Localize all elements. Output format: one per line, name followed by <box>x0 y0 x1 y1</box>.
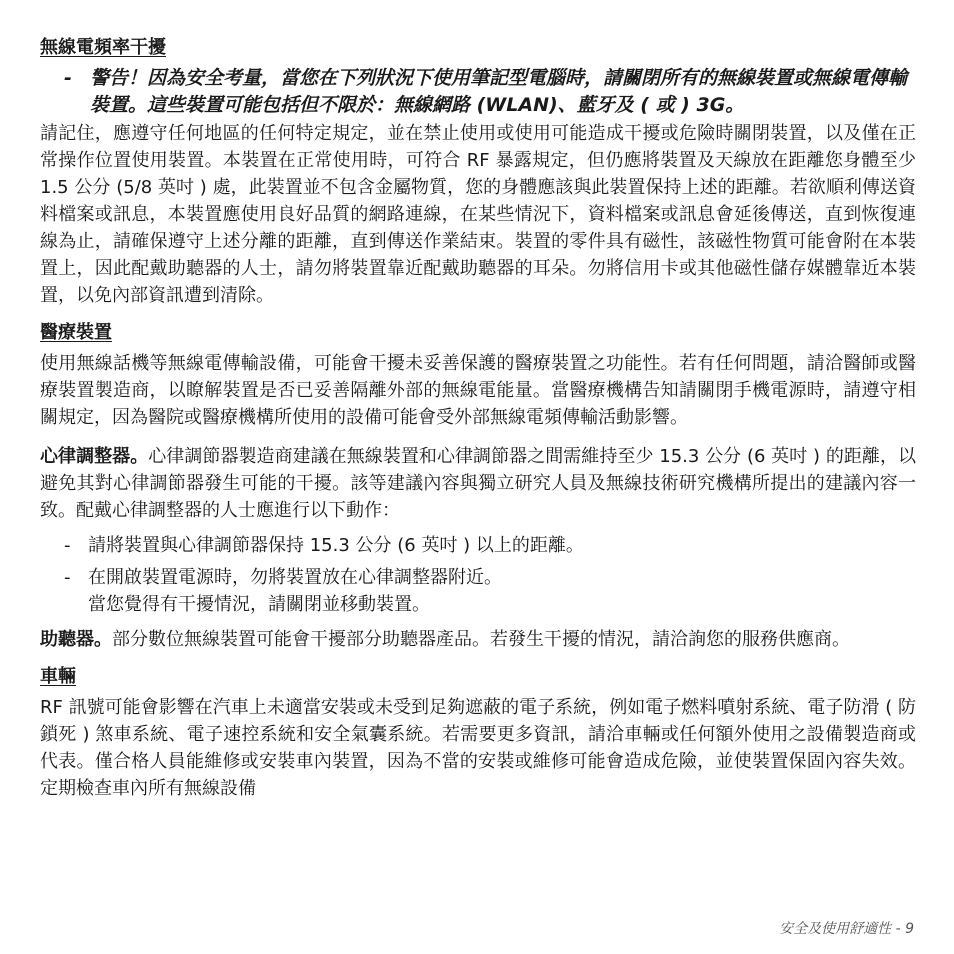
vehicles-paragraph: RF 訊號可能會影響在汽車上未適當安裝或未受到足夠遮蔽的電子系統，例如電子燃料噴射系統、電子防滑 ( 防鎖死 ) 煞車系統、電子速控系統和安全氣囊系統。若需要更多資訊，請洽車輛或任何額外使用之設備製造商或代表。僅合格人員能維修或安裝車內裝置，因為不當的安裝或維修可能會造成危險，並使裝置保固內容失效。定期檢查車內所有無線設備 <box>40 697 916 799</box>
hearing-aids-paragraph <box>40 626 916 653</box>
safety-warning <box>40 65 916 119</box>
list-bullet: - <box>64 567 71 588</box>
list-bullet: - <box>64 535 71 556</box>
section-heading-medical-devices: 醫療裝置 <box>40 322 112 343</box>
document-page <box>40 36 916 814</box>
rf-interference-paragraph: 請記住，應遵守任何地區的任何特定規定，並在禁止使用或使用可能造成干擾或危險時關閉裝置，以及僅在正常操作位置使用裝置。本裝置在正常使用時，可符合 RF 暴露規定，但仍應將裝置及天線放在距離您身體至少 1.5 公分 (5/8 英吋 ) 處，此裝置並不包含金屬物質，您的身體應該與此裝置保持上述的距離。若欲順利傳送資料檔案或訊息，本裝置應使用良好品質的網路連線，在某些情況下，資料檔案或訊息會延後傳送，直到恢復連線為止，請確保遵守上述分離的距離，直到傳送作業結束。裝置的零件具有磁性，該磁性物質可能會附在本裝置上，因此配戴助聽器的人士，請勿將裝置靠近配戴助聽器的耳朵。勿將信用卡或其他磁性儲存媒體靠近本裝置，以免內部資訊遭到清除。 <box>40 123 916 306</box>
medical-devices-paragraph: 使用無線話機等無線電傳輸設備，可能會干擾未妥善保護的醫療裝置之功能性。若有任何問題，請洽醫師或醫療裝置製造商，以瞭解裝置是否已妥善隔離外部的無線電能量。當醫療機構告知請關閉手機電源時，請遵守相關規定，因為醫院或醫療機構所使用的設備可能會受外部無線電頻傳輸活動影響。 <box>40 353 916 428</box>
warning-text: 警告！因為安全考量，當您在下列狀況下使用筆記型電腦時，請關閉所有的無線裝置或無線電傳輸裝置。這些裝置可能包括但不限於：無線網路 (WLAN)、藍牙及 ( 或 ) 3G。 <box>90 67 908 116</box>
hearing-aids-lead: 助聽器。 <box>40 629 112 650</box>
section-heading-vehicles: 車輛 <box>40 666 76 687</box>
list-item-subtext: 當您覺得有干擾情況，請關閉並移動裝置。 <box>88 594 430 615</box>
hearing-aids-text: 部分數位無線裝置可能會干擾部分助聽器產品。若發生干擾的情況，請洽詢您的服務供應商。 <box>112 629 850 650</box>
warning-bullet: - <box>64 67 72 89</box>
page-footer: 安全及使用舒適性 - 9 <box>779 921 914 937</box>
list-item <box>40 564 916 618</box>
list-item-text: 請將裝置與心律調節器保持 15.3 公分 (6 英吋 ) 以上的距離。 <box>88 535 584 556</box>
list-item-text: 在開啟裝置電源時，勿將裝置放在心律調整器附近。 <box>88 567 502 588</box>
pacemaker-paragraph <box>40 443 916 524</box>
pacemaker-text: 心律調節器製造商建議在無線裝置和心律調節器之間需維持至少 15.3 公分 (6 英吋 ) 的距離，以避免其對心律調節器發生可能的干擾。該等建議內容與獨立研究人員及無線技術研究機構所提出的建議內容一致。配戴心律調整器的人士應進行以下動作： <box>40 446 916 521</box>
section-heading-rf-interference: 無線電頻率干擾 <box>40 37 166 58</box>
list-item <box>40 532 916 559</box>
list-item-body <box>88 564 916 618</box>
pacemaker-lead: 心律調整器。 <box>40 446 149 467</box>
